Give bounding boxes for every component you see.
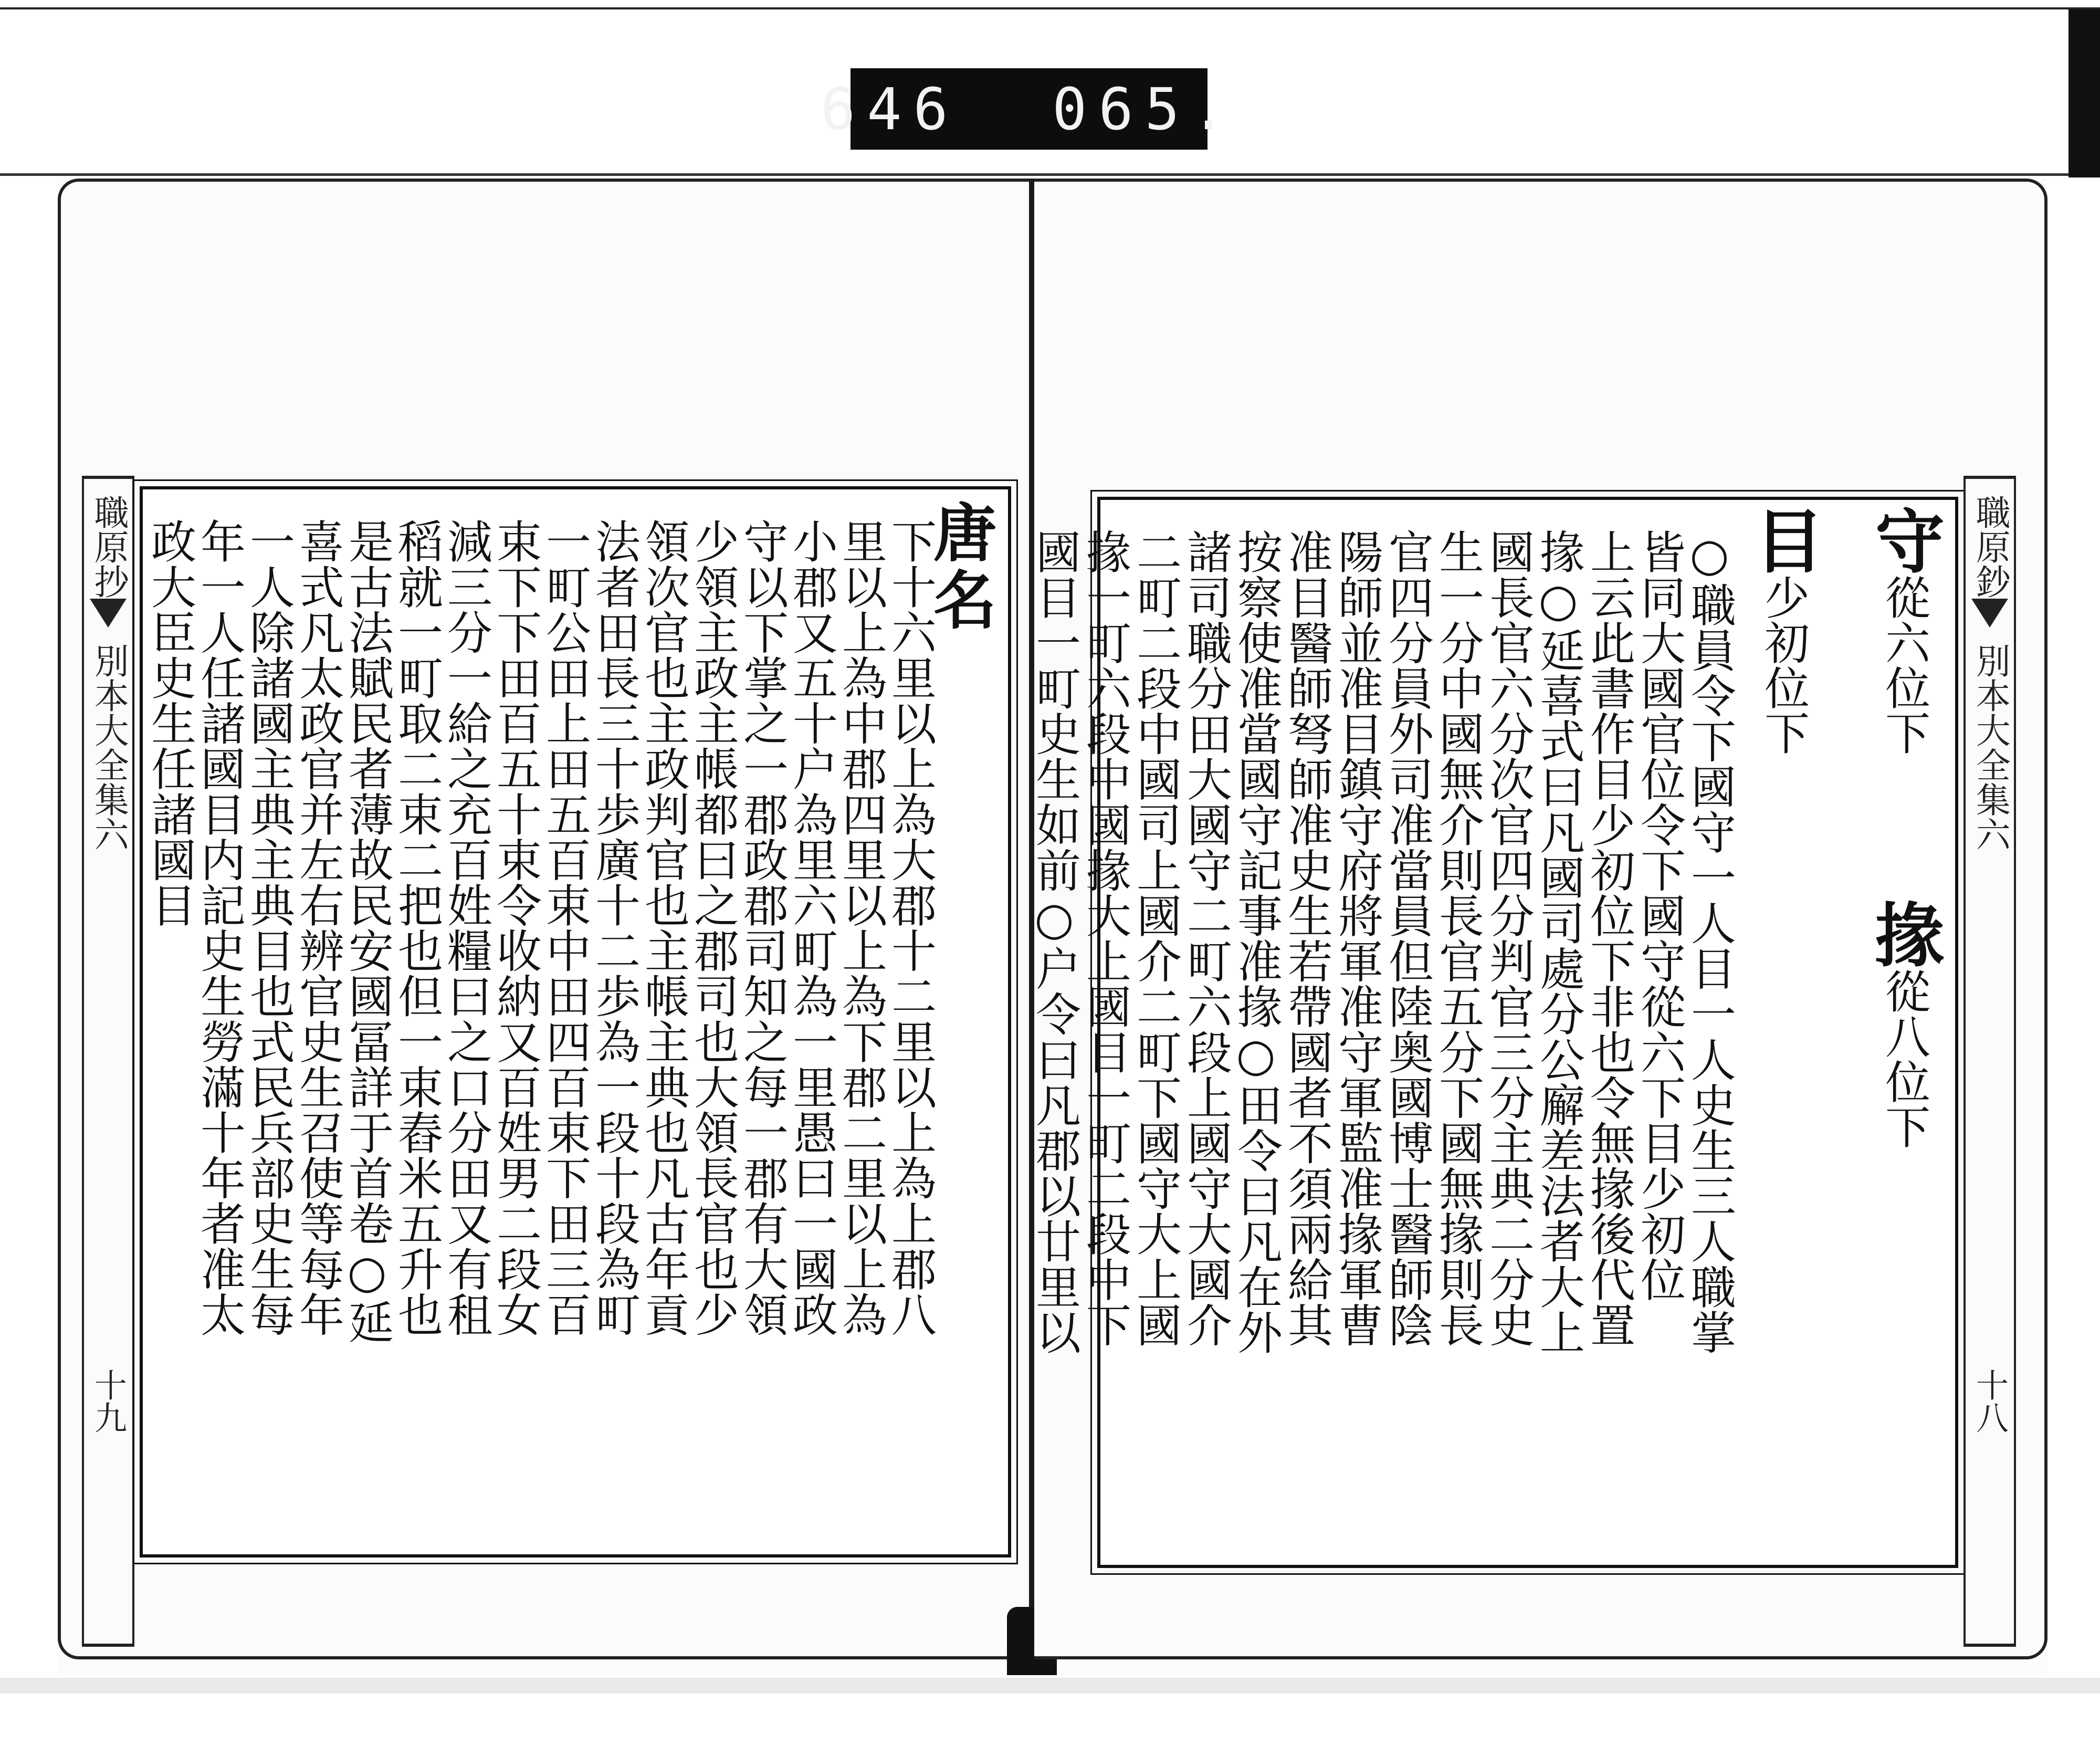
spine-band-bottom — [84, 1644, 132, 1647]
left-body-text — [145, 518, 934, 1344]
film-bottom-rule — [0, 173, 2100, 176]
text-column: 一町公田上田五百束中田四百束下田三百 — [538, 518, 591, 1337]
text-column: 官四分員外司准當員但陸奥國博士醫師陰 — [1381, 529, 1433, 1347]
text-column: ○職員令下國守一人目一人史生三人職掌 — [1683, 529, 1736, 1355]
text-column: 是古法賦民者薄故民安國冨詳于首卷○延 — [341, 518, 393, 1344]
text-column: 領次官也主政判官也主帳主典也凡古年貢 — [637, 518, 689, 1337]
right-spine-strip — [1964, 476, 2016, 1647]
heading-title: 目 — [1742, 505, 1824, 574]
film-edge-block — [2068, 9, 2100, 177]
text-column: 掾一町六段中國掾大上國目一町二段中下 — [1078, 529, 1131, 1347]
left-page — [58, 179, 1034, 1659]
left-text-panel — [140, 486, 1011, 1558]
spine-band-top — [84, 476, 132, 479]
text-column: 諸司職分田大國守二町六段上國守大國介 — [1179, 529, 1232, 1347]
text-column: 政大臣史生任諸國目 — [143, 518, 196, 928]
fish-tail-mark — [90, 599, 127, 628]
text-column: 陽師並准目鎮守府將軍准守軍監准掾軍曹 — [1330, 529, 1383, 1347]
text-column: 准目醫師弩師准史生若帶國者不須兩給其 — [1280, 529, 1332, 1347]
heading-rank: 從八位下 — [1877, 968, 1930, 1149]
spine-book-name: 職原抄 — [88, 495, 129, 599]
text-column: 喜式凡太政官并左右辨官史生召使等每年 — [291, 518, 344, 1337]
text-column: 掾○延喜式曰凡國司處分公廨差法者大上 — [1532, 529, 1584, 1355]
spine-band-bottom — [1966, 1644, 2014, 1647]
text-column: 守以下掌之一郡政郡司知之每一郡有大領 — [736, 518, 788, 1337]
text-column: 年一人任諸國目内記史生勞滿十年者准太 — [193, 518, 245, 1337]
film-header-strip — [0, 0, 2100, 181]
spine-page-number: 十九 — [89, 1368, 128, 1434]
heading-shou — [1863, 505, 1945, 755]
section-title: 唐名 — [923, 500, 997, 634]
heading-jo — [1863, 899, 1945, 1149]
spine-volume-title: 別本大全集六 — [88, 643, 129, 851]
right-text-panel — [1028, 497, 1958, 1568]
text-column: 上云此書作目少初位下非也令無掾後代置 — [1582, 529, 1635, 1347]
spine-volume-title: 別本大全集六 — [1970, 643, 2011, 851]
spine-band-top — [1966, 476, 2014, 479]
text-column: 里以上為中郡四里以上為下郡二里以上為 — [834, 518, 887, 1337]
scan-bottom-edge — [0, 1678, 2100, 1694]
heading-title: 守 — [1863, 505, 1945, 574]
text-column: 小郡又五十户為里六町為一里愚曰一國政 — [785, 518, 837, 1337]
heading-rank: 少初位下 — [1757, 574, 1809, 755]
left-spine-strip — [82, 476, 134, 1647]
book-spread — [58, 179, 2048, 1675]
heading-title: 掾 — [1863, 899, 1945, 968]
film-top-rule — [0, 7, 2100, 9]
frame-number-label: 646 065. — [850, 68, 1208, 150]
text-column: 按察使准當國守記事准掾○田令曰凡在外 — [1230, 529, 1282, 1355]
text-column: 法者田長三十歩廣十二歩為一段十段為町 — [587, 518, 640, 1337]
text-column: 減三分一給之充百姓糧曰之口分田又有租 — [439, 518, 492, 1337]
heading-sakan — [1742, 505, 1824, 755]
text-column: 國目一町史生如前○户令曰凡郡以廿里以 — [1028, 529, 1080, 1355]
spine-page-number: 十八 — [1970, 1368, 2009, 1434]
fish-tail-mark — [1971, 599, 2008, 628]
text-column: 生一分中國無介則長官五分下國無掾則長 — [1431, 529, 1484, 1347]
right-page — [1028, 179, 2048, 1659]
text-column: 國長官六分次官四分判官三分主典二分史 — [1482, 529, 1534, 1347]
text-column: 少領主政主帳都曰之郡司也大領長官也少 — [686, 518, 739, 1337]
text-column: 二町二段中國司上國介二町下國守大上國 — [1129, 529, 1181, 1347]
heading-rank: 從六位下 — [1877, 574, 1930, 755]
text-column: 一人除諸國主典主典目也式民兵部史生每 — [242, 518, 295, 1337]
text-column: 皆同大國官位令下國守從六下目少初位 — [1633, 529, 1685, 1302]
text-column: 束下下田百五十束令收納又百姓男二段女 — [489, 518, 541, 1337]
text-column: 稻就一町取二束二把也但一束舂米五升也 — [390, 518, 443, 1337]
right-body-text — [1029, 529, 1735, 1355]
text-column: 下十六里以上為大郡十二里以上為上郡八 — [884, 518, 936, 1337]
spine-book-name: 職原鈔 — [1970, 495, 2011, 599]
